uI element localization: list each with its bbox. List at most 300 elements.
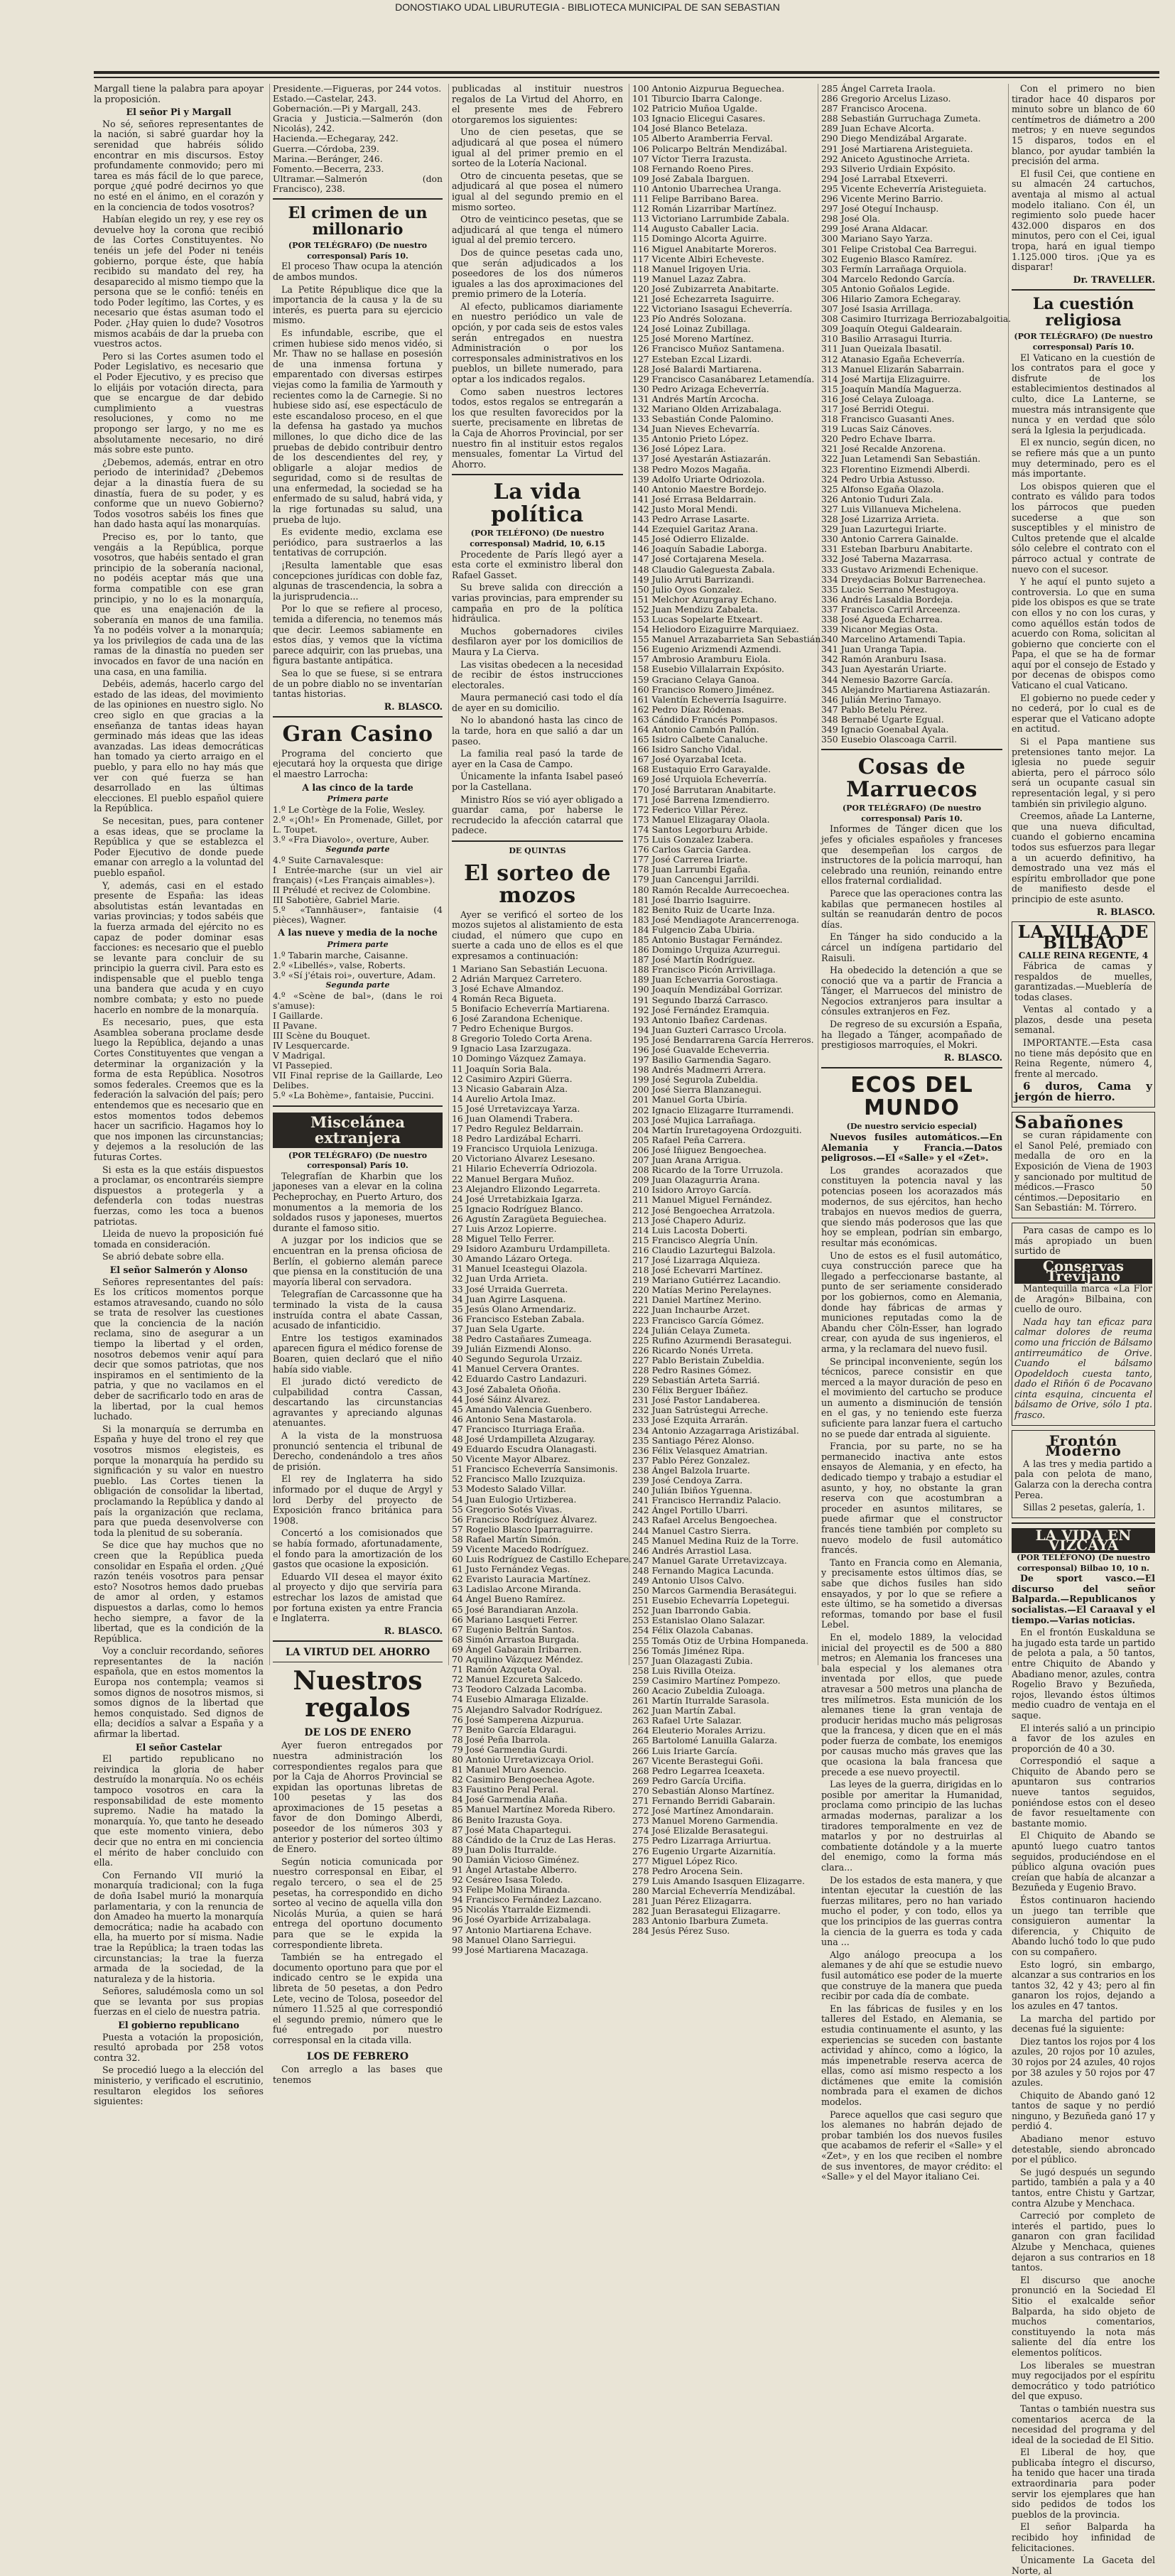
paragraph: Los obispos quieren que el contrato es válido para todos los párrocos que pueden sucederse a que son susceptibles y el ministro de Cultos pretende que el alcalde sólo celebre el contrato con el párroco actual y contrate de nuevo con el sucesor. [1012,480,1155,575]
list-item: 174 Santos Legorburu Arbide. [632,823,768,835]
list-item: 191 Segundo Ibarzá Carrasco. [632,994,769,1005]
list-item: 260 Acacio Zubeldia Zuloaga. [632,1685,765,1696]
article-title: LA VIDA EN VIZCAYA [1012,1528,1155,1553]
list-item: 176 Carlos Garcia Gardea. [632,844,752,855]
list-item: 313 Manuel Elizarán Sabarrain. [821,363,965,374]
list-item: 37 Juan Sela Ugarte. [452,1323,546,1334]
list-item: 202 Ignacio Elizagarre Iturramendi. [632,1104,794,1115]
list-item: 273 Manuel Moreno Garmendia. [632,1815,779,1827]
paragraph: En el, modelo 1889, la velocidad inicial del proyectil es de 500 a 880 metros; en Alemania los franceses una bala especial y los alemanes otra inventada por ellos, que puede atravesar a 500 metros una plancha de tres milímetros. Esta munición de los alemanes tiene la gran ventaja de producir heridas mucho más peligrosas que la francesa, y dicen que en el más poder fuerza de combate, los enemigos por causas mucho más graves que las que ocasiona la bala francesa que precede a ese nuevo proyectil. [821,1631,1002,1777]
paragraph: El interés salió a un principio a favor de los azules en proporción de 40 a 30. [1012,1722,1155,1754]
list-item: 299 José Arana Aldacar. [821,223,928,234]
list-item: 149 Julio Arruti Barrizandi. [632,573,754,585]
list-item: 134 Juan Nieves Echevarría. [632,423,760,435]
list-item: 186 Domingo Urquiza Azurregui. [632,944,781,956]
divider [273,1105,443,1107]
paragraph: Como saben nuestros lectores todos, estos regalos se entregarán a los que resulten favorecidos por la suerte, precisamente en libretas de la Caja de Ahorros Provincial, por ser nuestro fin al instituir estos regalos mensuales, fomentar La Virtud del Ahorro. [452,386,623,470]
paragraph: Con Fernando VII murió la monarquía tradicional; con la fuga de doña Isabel murió la monarquía parlamentaria, y con la renuncia de don Amadeo ha muerto la monarquía democrática; nadie ha acabado con ella, ha muerto por sí misma. Nadie trae la República; la traen todas las circunstancias; la trae la fuerza armada de la sociedad, de la naturaleza y de la historia. [94,1869,264,1984]
divider [1012,1522,1155,1524]
list-item: 269 Pedro García Urcifia. [632,1775,747,1786]
program-part: Primera parte [327,940,389,950]
list-item: 20 Victoriano Álvarez Lesesano. [452,1153,595,1164]
list-item: 89 Juan Dolis Iturralde. [452,1844,557,1855]
list-item: 206 José Iñiguez Bengoechea. [632,1144,767,1155]
list-item: 13 Nicasio Gabarain Alza. [452,1083,568,1094]
list-item: 234 Antonio Azzagarraga Aristizábal. [632,1424,799,1436]
list-item: 297 José Oteguí Inchausp. [821,203,939,215]
list-item: 2.º «¡Oh!» En Promenade, Gillet, por L. Toupet. [273,813,443,835]
list-item: 281 Juan Pérez Elizagarra. [632,1895,752,1906]
paragraph: Se procedió luego a la elección del ministerio, y verificado el escrutinio, resultaron elegidos los señores siguientes: [94,2064,264,2107]
list-item: 290 Diego Mendizábal Argarate. [821,133,967,144]
list-item: II Préludé et recivez de Colombine. [273,884,431,896]
byline: (POR TELÉGRAFO) (De nuestro corresponsal) París 10. [288,1150,428,1171]
paragraph: Señores, saludémosla como un sol que se levanta por sus propias fuerzas en el cielo de nuestra patria. [94,1986,264,2018]
list-item: 83 Faustino Peral Peral. [452,1784,559,1795]
list-item: 195 José Bendarrarena García Herreros. [632,1034,814,1045]
article-title: Gran Casino [282,722,433,747]
list-item: 45 Amando Valencia Guenbero. [452,1403,592,1414]
list-item: 132 Mariano Olden Arrizabalaga. [632,404,782,414]
list-item: 217 José Lizarraga Alquieza. [632,1254,761,1265]
divider [821,749,1002,750]
list-item: 327 Luis Villanueva Michelena. [821,503,962,514]
byline: (POR TELÉGRAFO) (De nuestro corresponsal) París 10. [288,241,428,261]
list-item: 146 Joaquín Sabadie Laborga. [632,543,767,555]
list-item: 243 Rafael Arcelus Bengoechea. [632,1515,777,1526]
ad-text: se curan rápidamente con el Sanol Pelé, premiado con medalla de oro en la Exposición de Viena de 1903 y sancionado por multitud de médicos.—Frasco 50 céntimos.—Depositario en San Sebastián: M. Tórrero. [1014,1130,1152,1213]
list-item: 42 Eduardo Castro Landazuri. [452,1373,588,1385]
list-item: 9 Ignacio Lasa Izarzugaza. [452,1043,572,1054]
list-item: 268 Pedro Legarrea Iceaxeta. [632,1765,765,1776]
list-item: 133 Sebastián Conde Palomino. [632,413,774,425]
list-item: 259 Casimiro Martínez Pompezo. [632,1674,781,1686]
list-item: 306 Hilario Zamora Echegaray. [821,293,961,304]
list-item: 46 Antonio Sena Mastarola. [452,1413,577,1424]
program-heading: A las nueve y media de la noche [278,927,438,938]
list-item: 103 Ignacio Elicegui Casares. [632,113,766,124]
column-4 [632,83,824,1937]
paragraph: La familia real pasó la tarde de ayer en la Casa de Campo. [452,748,623,769]
list-item: 93 Felipe Molina Miranda. [452,1884,570,1895]
advertisement [1012,1112,1155,1218]
list-item: 257 Juan Olazagasti Zubia. [632,1655,753,1666]
ad-text: A las tres y media partido a pala con pelota de mano, Galarza con la derecha contra Perea. [1014,1458,1152,1500]
paragraph: El Vaticano en la cuestión de los contratos para el goce y disfrute de los establecimientos destinados al culto, dice La Lanterne, se muestra más intransigente que nunca y en verdad que sólo será la Iglesia la perjudicada. [1012,352,1155,435]
list-item: 321 José Recalde Anzorena. [821,443,946,455]
list-item: 159 Graciano Celaya Ganoa. [632,673,760,685]
list-item: 190 Joaquín Mendizábal Gorrizar. [632,984,783,995]
list-item: 71 Ramón Azqueta Oyal. [452,1664,563,1675]
list-item: 331 Esteban Ibarburu Anabitarte. [821,543,973,555]
list-item: VI Passepied. [273,1060,333,1071]
column-6 [1012,83,1161,2576]
paragraph: Tanto en Francia como en Alemania, y precisamente estos últimos días, se sabe que dichos fusiles han sido ensayados, y por lo que se refiere a este último, se ha sometido a diversas reformas, tomando por base el fusil Lebel. [821,1557,1002,1630]
paragraph: El Liberal de hoy, que publicaba íntegro el discurso, ha tenido que hacer una tirada extraordinaria para poder servir los ejemplares que han sido pedidos de todos los pueblos de la provincia. [1012,2447,1155,2520]
divider [273,1640,443,1642]
paragraph: Parece que las operaciones contra las kabilas que permanecen hostiles al sultán se reanudarán dentro de pocos días. [821,887,1002,930]
program-list [273,991,443,1101]
list-item: 8 Gregorio Toledo Corta Arena. [452,1033,592,1044]
list-item: 168 Eustaquio Erro Garayalde. [632,764,771,775]
byline: (POR TELÉGRAFO) (De nuestro corresponsal) París 10. [1014,332,1153,352]
paragraph: Otro de veinticinco pesetas, que se adjudicará al que tenga el número igual al del premio tercero. [452,214,623,246]
list-item: 26 Agustín Zaragüeta Beguiechea. [452,1213,607,1224]
list-item: 197 Basilio Garmendia Sagaro. [632,1054,771,1066]
list-item: 315 Joaquín Mandía Maguerza. [821,383,962,394]
list-item: 216 Claudio Lazurtegui Balzola. [632,1244,776,1255]
list-item: 251 Eusebio Echevarría Lopetegui. [632,1595,790,1606]
paragraph: Únicamente la infanta Isabel paseó por la Castellana. [452,771,623,793]
list-item: 95 Nicolás Ytarralde Eizmendi. [452,1904,591,1915]
list-item: 154 Heliodoro Eizaguirre Marquiaez. [632,624,799,635]
list-item: 109 José Zabala Ibarguen. [632,173,750,184]
paragraph: Uno de cien pesetas, que se adjudicará al que posea el número igual al del primer premio en el sorteo de la Lotería Nacional. [452,126,623,169]
list-item: 139 Adolfo Uriarte Odriozola. [632,473,765,485]
column-5 [821,83,1012,2182]
ad-text: Fábrica de camas y respaldos de muelles, garantizadas.—Mueblería de todas clases. [1014,960,1152,1002]
paragraph: Telegrafían de Kharbin que los japoneses van a elevar en la colina Pecheprochay, en Puerto Arturo, dos monumentos a la memoria de los soldados rusos y japoneses, muertos durante el famoso sitio. [273,1170,443,1233]
paragraph: Señores representantes del país: Es los críticos momentos porque estamos atravesando, cuando no sólo se trata de resolver las cuestiones que la conciencia de la nación reclama, sino de asegurar a un tiempo la libertad y el orden, nosotros debemos venir aquí para decir que somos patriotas, que nos inspiramos en el sentimiento de la patria, y que no vacilamos en el deber de sacrificarlo todo en aras de la libertad, por la cual hemos luchado. [94,1276,264,1422]
list-item: 136 José López Lara. [632,443,726,455]
paragraph: Es infundable, escribe, que el crimen hubiese sido menos vidéo, si Mr. Thaw no se hallase en posesión de una inmensa fortuna y emparentado con diversas estirpes viejas como la familia de Yarmouth y recientes como la de Carnegie. Si no hubiese sido así, ese espectáculo de este escandaloso proceso, en el que la defensa ha gastado ya muchos millones, lo que dicho dice de las pruebas de debido contribuir dentro de los descendientes del rey, y obligarle a alojar medios de seguridad, como si de resultas de una enfermedad, la sociedad se ha enfermado de su salud, habrá vida, y la rige fortunadas su salud, una prueba de lujo. [273,327,443,525]
conscripts-list [632,83,824,1937]
list-item: I Gaillarde. [273,1010,323,1021]
paragraph: De los estados de esta manera, y que intentan ejecutar la cuestión de las fuerzas militares, pero no han variado mucho el poder, y con todo, ellos ya que los principios de las guerras contra la ciencia de la guerra es toda y cada una ... [821,1874,1002,1948]
paragraph: Diez tantos los rojos por 4 los azules, 20 rojos por 10 azules, 30 rojos por 24 azules, 40 rojos por 38 azules y 50 rojos por 47 azules. [1012,2035,1155,2089]
divider [452,474,623,475]
paragraph: Eduardo VII desea el mayor éxito al proyecto y dijo que serviría para estrechar los lazos de amistad que por fortuna existen ya entre Francia e Inglaterra. [273,1571,443,1624]
paragraph: Se necesitan, pues, para contener a esas ideas, que se proclame la República y que se establezca el Poder Ejecutivo de donde puede emanar con arreglo a la voluntad del pueblo español. [94,815,264,878]
list-item: 4 Román Reca Bigueta. [452,992,557,1004]
list-item: 28 Miguel Tello Ferrer. [452,1233,555,1245]
list-item: 3.º «Sí j'étais roi», ouverture, Adam. [273,969,436,980]
list-item: 145 José Odierro Elizalde. [632,534,749,545]
list-item: 75 Alejandro Salvador Rodríguez. [452,1704,603,1715]
list-item: 122 Victoriano Isasagui Echeverría. [632,303,793,315]
list-item: 110 Antonio Ubarrechea Uranga. [632,183,781,194]
byline: (De nuestro servicio especial) [846,1122,978,1132]
list-item: Estado.—Castelar, 243. [273,93,377,104]
speaker-heading: El señor Castelar [135,1741,222,1753]
list-item: Presidente.—Figueras, por 244 votos. [273,83,442,94]
lead-paragraph: De sport vasco.—El discurso del señor Balparda.—Republicanos y socialistas.—El Caraaval y el tiempo.—Varias noticias. [1012,1573,1155,1625]
paragraph: Francia, por su parte, no se ha permanecido inactiva ante estos ensayos de Alemania, y en efecto, ha dedicado tiempo y trabajo a estudiar el asunto, y hoy, no obstante la gran reserva con que acostumbran a proceder en asuntos militares, se puede afirmar que el constructor francés tiene también por completo su nuevo modelo de fusil automático francés. [821,1441,1002,1556]
paragraph: Debéis, además, hacerlo cargo del estado de las ideas, del movimiento de las opiniones en nuestro siglo. No creo siglo en que gracias a la enseñanza de tantas ideas hayan germinado más ideas que las ideas avanzadas. Las ideas democráticas han tomado ya cierto arraigo en el pueblo, y para ello no hay más que ver con qué fuerza se han desarrollado en las últimas elecciones. El pueblo español quiere la República. [94,678,264,814]
list-item: 245 Manuel Medina Ruiz de la Torre. [632,1535,799,1546]
list-item: 181 José Ibarrio Isaguirre. [632,894,751,905]
list-item: 194 Juan Guzteri Carrasco Urcola. [632,1024,787,1035]
paragraph: El Chiquito de Abando se apuntó luego cuatro tantos seguidos, produciéndose en el público alguna ovación pues creían que había de alcanzar a Bezuñeda y Eugenio Bravo. [1012,1830,1155,1893]
list-item: 152 Juan Mendizu Zabaleta. [632,603,759,615]
list-item: 172 Federico Villar Pérez. [632,803,749,815]
list-item: 308 Casimiro Iturrizaga Berriozabalgoitia. [821,313,1012,325]
article-title: ECOS DEL MUNDO [850,1073,973,1120]
list-item: 78 José Peña Ibarrola. [452,1733,551,1745]
list-item: 92 Cesáreo Isasa Toledo. [452,1874,563,1885]
list-item: 244 Manuel Castro Sierra. [632,1525,752,1536]
list-item: 34 Juan Agirre Lasquena. [452,1293,566,1304]
list-item: 105 Alberto Aramberria Ferval. [632,133,773,144]
list-item: 131 Andrés Martín Arcocha. [632,393,759,404]
program-list [273,855,443,926]
list-item: 323 Florentino Eizmendi Alberdi. [821,463,970,475]
paragraph: Y he aquí el punto sujeto a controversia. Lo que en suma pide los obispos es que se trate con ellos y no con los curas, y como aquéllos están todos de acuerdo con Roma, solicitan al gobierno que concierte con el Papa, el que se ha de formar aquí por el consejo de Estado y por decenas de obispos como Vaticano el cual Vaticano. [1012,576,1155,691]
paragraph: Los grandes acorazados que constituyen la potencia naval y las potencias poseen los acorazados más modernos, de sus ejércitos, han hecho trabajos en nuevos medios de guerra, que siendo más poderosos que las que hoy se emplean, podrían sin embargo, resultar más económicas. [821,1164,1002,1248]
ad-text: Nada hay tan eficaz para calmar dolores de reuma como una fricción de Bálsamo antirreumático de Orive. Cuando el bálsamo Opodeldoch cuesta tanto, dado el Riñón 6 de Pocavano cinta esquina, cincuenta el bálsamo de Orive, sólo 1 pta. frasco. [1014,1316,1152,1421]
paragraph: Las visitas obedecen a la necesidad de recibir de éstos instrucciones electorales. [452,659,623,691]
list-item: Guerra.—Córdoba, 239. [273,143,379,154]
list-item: 2.º «Libellés», valse, Roberts. [273,959,406,970]
list-item: 60 Luis Rodríguez de Castillo Echepare. [452,1554,632,1565]
list-item: 73 Teodoro Calzada Lacomba. [452,1684,587,1695]
list-item: 196 José Guavalde Echeverria. [632,1044,770,1055]
list-item: 24 José Urretabizkaia Igarza. [452,1193,583,1204]
article-title: La cuestión religiosa [1032,295,1135,330]
signature: R. BLASCO. [1096,906,1155,917]
list-item: 50 Vicente Mayor Albarez. [452,1454,571,1465]
list-item: 140 Antonio Maestre Bordejo. [632,483,767,494]
list-item: 79 José Garmendia Gurdi. [452,1743,568,1755]
list-item: 348 Bernabé Ugarte Egual. [821,713,944,725]
paragraph: Carreció por completo de interés el partido, pues lo ganaron con gran facilidad Alzube y Menchaca, quienes dejaron a sus contrarios en 18 tantos. [1012,2210,1155,2273]
list-item: 314 José Martija Elizaguirre. [821,373,951,384]
list-item: 182 Benito Ruiz de Ucarte Inza. [632,904,775,915]
list-item: 304 Marcelo Redondo García. [821,273,955,284]
list-item: 90 Damián Vicioso Giménez. [452,1853,580,1865]
paragraph: Su breve salida con dirección a varias provincias, para emprender su campaña en pro de la política hidráulica. [452,582,623,624]
paragraph: Es necesario, pues, que esta Asamblea soberana proclame desde luego la República, dejando a unas Cortes Constituyentes que vengan a determinar la organización y la forma de esta República. Nosotros somos federales. Creemos que es la federación la salvación del país; pero entendemos que es necesario que en estos momentos todos debemos hacer un sacrificio. Hagamos hoy lo que nos imponen las circunstancias; y dejemos a la resolución de las futuras Cortes. [94,1017,264,1162]
paragraph: Otro de cincuenta pesetas, que se adjudicará al que posea el número igual al del segundo premio en el mismo sorteo. [452,170,623,212]
list-item: 36 Francisco Esteban Zabala. [452,1313,585,1324]
signature: Dr. TRAVELLER. [1073,274,1155,285]
paragraph: Habían elegido un rey, y ese rey os devuelve hoy la corona que recibió de las Cortes Constituyentes. No tenéis un jefe del Poder ni tenéis gobierno, porque éste, que había recibido su mandato del rey, ha desaparecido al mismo tiempo que la persona que se le confió: tenéis en todo Poder legítimo, las Cortes, y es necesario que éstas asuman todo el Poder. ¿Hay quien lo dude? Vosotros mismos acabáis de dar la prueba con vuestros actos. [94,214,264,350]
paragraph: Muchos gobernadores civiles desfilaron ayer por los domicilios de Maura y La Cierva. [452,625,623,657]
list-item: 164 Antonio Cambón Pallón. [632,724,759,735]
list-item: 127 Esteban Ezcal Lizardi. [632,353,752,364]
list-item: 23 Alejandro Elizondo Legarreta. [452,1183,601,1194]
list-item: 199 José Segurola Zubeldia. [632,1074,759,1086]
top-rule-thin [94,77,1159,78]
list-item: 21 Hilario Echeverría Odriozola. [452,1163,597,1174]
list-item: 307 José Isasia Arrillaga. [821,303,933,315]
paragraph: El discurso que anoche pronunció en la Sociedad El Sitio el exalcalde señor Balparda, ha sido objeto de muchos comentarios, constituyendo la nota más saliente del día entre los elementos políticos. [1012,2274,1155,2358]
section-subtitle: LOS DE FEBRERO [306,2050,409,2062]
list-item: 232 Juan Satrústegui Arreche. [632,1405,769,1416]
article-title: Nuestros regalos [293,1666,423,1723]
list-item: 233 José Ezquita Arrarán. [632,1414,748,1426]
column-1 [94,83,270,2107]
list-item: 4.º Suite Carnavalesque: [273,854,384,865]
list-item: 320 Pedro Echave Ibarra. [821,433,936,445]
paragraph: Si esta es la que estáis dispuestos a proclamar, os encontraréis siempre dispuestos a protegerla y a defenderla con todas nuestras fuerzas, como les toca a buenos patriotas. [94,1164,264,1227]
list-item: 203 José Mujica Larrañaga. [632,1114,756,1125]
list-item: 25 Ignacio Rodríguez Blanco. [452,1203,584,1214]
list-item: 5.º «La Bohème», fantaisie, Puccini. [273,1090,434,1101]
list-item: 332 José Taberna Mazarrasa. [821,553,952,565]
list-item: 54 Juan Eulogio Urtizberea. [452,1493,577,1505]
paragraph: Pero si las Cortes asumen todo el Poder Legislativo, es necesario que el Poder Ejecutivo, y es preciso que lo elijáis por votación directa, para que se encargue de dar debido cumplimiento a vuestras resoluciones, y como no me propongo ser largo, y no me es absolutamente necesario, no diré más sobre este punto. [94,350,264,455]
list-item: 345 Alejandro Martiarena Astiazarán. [821,683,990,695]
list-item: 106 Policarpo Beltrán Mendizábal. [632,143,788,154]
program-list [273,805,443,845]
list-item: 302 Eugenio Blasco Ramírez. [821,253,953,264]
list-item: 98 Manuel Olano Sarriegui. [452,1934,576,1945]
list-item: 84 José Garmendia Alaña. [452,1794,568,1805]
paragraph: Programa del concierto que ejecutará hoy la orquesta que dirige el maestro Larrocha: [273,747,443,780]
list-item: 279 Luis Amando Isasquen Elizagarre. [632,1875,805,1886]
list-item: 39 Julián Eizmendi Alonso. [452,1343,572,1355]
divider [1012,289,1155,291]
list-item: 319 Lucas Saiz Cánoves. [821,423,932,435]
list-item: 113 Victoriano Larrumbide Zabala. [632,213,790,224]
program-heading: A las cinco de la tarde [302,781,413,793]
list-item: 62 Evaristo Lauracia Martínez. [452,1574,591,1585]
article-title: Miscelánea extranjera [273,1113,443,1148]
list-item: 142 Justo Moral Mendi. [632,503,738,514]
list-item: 350 Eusebio Olascoaga Carril. [821,734,958,745]
list-item: 77 Benito García Eldaragui. [452,1723,577,1735]
ad-title: LA VILLA DE BILBAO [1017,921,1149,953]
list-item: 246 Andrés Arrastiol Lasa. [632,1544,752,1556]
paragraph: Esto logró, sin embargo, alcanzar a sus contrarios en los tantos 32, 42 y 43; pero al fin ganaron los rojos, dejando a los azules en 47 tantos. [1012,1959,1155,2011]
list-item: Gobernación.—Pi y Margall, 243. [273,103,421,114]
paragraph: Chiquito de Abando ganó 12 tantos de saque y no perdió ninguno, y Bezuñeda ganó 17 y perdió 4. [1012,2089,1155,2132]
paragraph: Abadiano menor estuvo detestable, siendo abroncado por el público. [1012,2133,1155,2165]
paragraph: Se principal inconveniente, según los técnicos, parece consistir en que merced a la mayor duración de peso en el movimiento del cartucho se produce un aumento a disminución de tensión en el gas, y no teniendo este fuerza suficiente para lanzar fuera el cartucho no se puede dar entrada al siguiente. [821,1355,1002,1439]
list-item: 223 Francisco García Gómez. [632,1314,764,1326]
list-item: 108 Fernando Roeno Pires. [632,163,754,174]
list-item: 343 Juan Ayestarán Uriarte. [821,664,947,675]
list-item: 205 Rafael Peña Carrera. [632,1134,746,1145]
list-item: 295 Vicente Echeverría Aristeguieta. [821,183,987,194]
paragraph: Preciso es, por lo tanto, que vengáis a la República, porque vosotros, que habéis sentado el gran principio de la soberanía nacional, no podéis aceptar más que una forma compatible con ese gran principio, y no lo es la monarquía, que es una enajenación de la soberanía en manos de una familia. Ya no podéis volver a la monarquía; ya los privilegios de cada una de las ramas de la dinastía no pueden ser invocados en favor de una nación en una casa, en una familia. [94,531,264,677]
source-header: DONOSTIAKO UDAL LIBURUTEGIA - BIBLIOTECA MUNICIPAL DE SAN SEBASTIAN [395,1,780,13]
list-item: 263 Rafael Urte Salazar. [632,1715,742,1726]
list-item: 1.º Tabarin marche, Caisanne. [273,949,408,960]
paragraph: Puesta a votación la proposición, resultó aprobada por 258 votos contra 32. [94,2031,264,2063]
list-item: 212 José Bengoechea Arratzola. [632,1204,775,1216]
ad-text: IMPORTANTE.—Esta casa no tiene más depósito que en Reina Regente, número 4, frente al mercado. [1014,1037,1152,1079]
list-item: 74 Eusebio Almaraga Elizalde. [452,1694,589,1705]
paragraph: Según noticia comunicada por nuestro corresponsal en Eibar, el regalo tercero, o sea el de 25 pesetas, ha correspondido en dicho sorteo al vecino de aquella villa don Nicolás Murúa, a quien se hará entrega del oportuno documento para que se le expida la correspondiente libreta. [273,1856,443,1950]
list-item: 341 Juan Uranga Tapia. [821,644,927,655]
paragraph: La marcha del partido por decenas fué la siguiente: [1012,2013,1155,2035]
list-item: III Scène du Bouquet. [273,1029,371,1041]
lead-paragraph: Nuevos fusiles automáticos.—En Alemania y Francia.—Datos peligrosos.—El «Salle» y el «Zet». [821,1132,1002,1164]
list-item: 6 José Zarandona Echenique. [452,1013,583,1024]
list-item: 5 Bonifacio Echeverría Martiarena. [452,1002,610,1014]
paragraph: Únicamente La Gaceta del Norte, al [1012,2555,1155,2576]
list-item: 91 Ángel Artastabe Alberro. [452,1864,578,1875]
list-item: 155 Manuel Arrazabarrieta San Sebastián. [632,634,824,645]
list-item: 150 Julio Oyos Gonzalez. [632,583,743,595]
list-item: 104 José Blanco Betelaza. [632,123,748,134]
paragraph: El fusil Cei, que contiene en su almacén 24 cartuchos, aventaja al mismo al actual modelo italiano. Con él, un regimiento solo puede hacer 432.000 disparos en dos minutos, pero con el Cei, igual tropa, hará en igual tiempo 1.125.000 tiros. ¡Que ya es disparar! [1012,168,1155,273]
paragraph: El jurado dictó veredicto de culpabilidad contra Cassan, descartando las circunstancias agravantes y apreciando algunas atenuantes. [273,1376,443,1429]
list-item: 287 Francisco Arocena. [821,103,927,114]
list-item: VII Final reprise de la Gaillarde, Leo Delibes. [273,1070,443,1091]
list-item: 76 José Samperena Aizpurua. [452,1714,584,1725]
list-item: 135 Antonio Prieto López. [632,433,749,445]
list-item: 166 Isidro Sancho Vidal. [632,744,742,755]
list-item: 238 Ángel Balzola Iruarte. [632,1464,750,1476]
list-item: 124 José Loinaz Zubillaga. [632,323,751,335]
list-item: 82 Casimiro Bengoechea Agote. [452,1774,595,1785]
list-item: 227 Pablo Beristain Zubeldia. [632,1354,765,1365]
ad-title: Conservas Trevijano [1014,1259,1152,1284]
list-item: 118 Manuel Irigoyen Uria. [632,263,751,274]
list-item: 64 Ángel Bueno Ramírez. [452,1593,566,1605]
list-item: 27 Luis Arzoz Lopierre. [452,1223,557,1234]
list-item: 339 Nicanor Megias Osta. [821,624,938,635]
list-item: 235 Santiago Pérez Alonso. [632,1434,754,1446]
list-item: 258 Luis Rivilla Oteiza. [632,1665,736,1676]
list-item: 157 Ambrosio Aramburu Eiola. [632,654,771,665]
list-item: 5.º «Tannhäuser», fantaisie (4 pièces), Wagner. [273,904,443,926]
list-item: 192 José Fernández Eramquia. [632,1004,770,1015]
list-item: 53 Modesto Salado Villar. [452,1483,566,1495]
list-item: 292 Aniceto Agustinoche Arrieta. [821,153,970,164]
advertisement [1012,1223,1155,1426]
list-item: 289 Juan Echave Alcorta. [821,123,935,134]
list-item: 282 Juan Berasategui Elizagarre. [632,1905,781,1917]
list-item: 99 José Martiarena Macazaga. [452,1944,589,1955]
ad-text: Ventas al contado y a plazos, desde una peseta semanal. [1014,1004,1152,1036]
byline: (POR TELÉGRAFO) (De nuestro corresponsal) París 10. [842,803,982,823]
list-item: 55 Gregorio Sotés Vivas. [452,1503,563,1515]
list-item: 147 José Cortajarena Mesela. [632,553,764,565]
list-item: 270 Sebastián Alonso Martínez. [632,1785,775,1796]
list-item: 328 José Lizarriza Arrieta. [821,514,939,525]
list-item: Gracia y Justicia.—Salmerón (don Nicolás), 242. [273,113,443,134]
list-item: 17 Pedro Regulez Beldarrain. [452,1123,584,1135]
list-item: 130 Pedro Arizaga Echeverría. [632,383,769,394]
signature: R. BLASCO. [943,1051,1002,1063]
list-item: 114 Augusto Caballer Lacia. [632,223,759,234]
list-item: II Pavane. [273,1019,318,1031]
section-kicker: DE QUINTAS [509,846,566,855]
list-item: 318 Francisco Guasanti Anes. [821,413,955,425]
article-title: El crimen de un millonario [288,204,428,239]
list-item: 180 Ramón Recalde Aurrecoechea. [632,884,790,895]
list-item: 296 Vicente Merino Barrio. [821,193,943,205]
list-item: 248 Fernando Magica Lacunda. [632,1564,774,1576]
list-item: 143 Pedro Arrase Lasarte. [632,514,750,525]
list-item: 326 Antonio Tuduri Zala. [821,493,933,504]
list-item: 57 Rogelio Blasco Iparraguirre. [452,1523,593,1535]
byline: (POR TELÉFONO) (De nuestro corresponsal) Bilbao 10, 10 n. [1017,1553,1150,1573]
list-item: 250 Marcos Garmendia Berasátegui. [632,1585,797,1596]
list-item: 272 José Martínez Amondarain. [632,1805,774,1817]
list-item: 1.º Le Cortège de la Folie, Wesley. [273,803,426,815]
list-item: 333 Gustavo Arizmendi Echenique. [821,563,979,575]
list-item: 138 Pedro Mozos Magaña. [632,463,752,475]
list-item: 207 Juan Arana Arrigua. [632,1154,742,1166]
list-item: 224 Julián Celaya Zumeta. [632,1324,751,1336]
speaker-heading: El señor Pi y Margall [126,107,232,118]
paragraph: Informes de Tánger dicen que los jefes y oficiales españoles y franceses que desempeñan los cargos de instructores de la policía marroquí, han celebrado una reunión, reinando entre ellos fraternal cordialidad. [821,823,1002,887]
list-item: 15 José Urretavizcaya Yarza. [452,1103,580,1114]
paragraph: Entre los testigos examinados aparecen figura el médico forense de Boaren, quien declaró que el niño había sido viable. [273,1332,443,1375]
paragraph: Correspondió el saque a Chiquito de Abando pero se apuntaron sus contrarios nueve tantos seguidos, poniéndose estos con el deseo de favor resueltamente con bastante momio. [1012,1755,1155,1829]
paragraph: La Petite République dice que la importancia de la causa y la de su interés, es puerta para su ejercicio mismo. [273,283,443,326]
list-item: 277 Miguel López Rico. [632,1855,738,1866]
list-item: 7 Pedro Echenique Burgos. [452,1023,574,1034]
list-item: 162 Pedro Díaz Ródenas. [632,703,744,715]
list-item: 94 Francisco Fernández Lazcano. [452,1894,602,1905]
list-item: 86 Benito Irazusta Goya. [452,1814,563,1825]
